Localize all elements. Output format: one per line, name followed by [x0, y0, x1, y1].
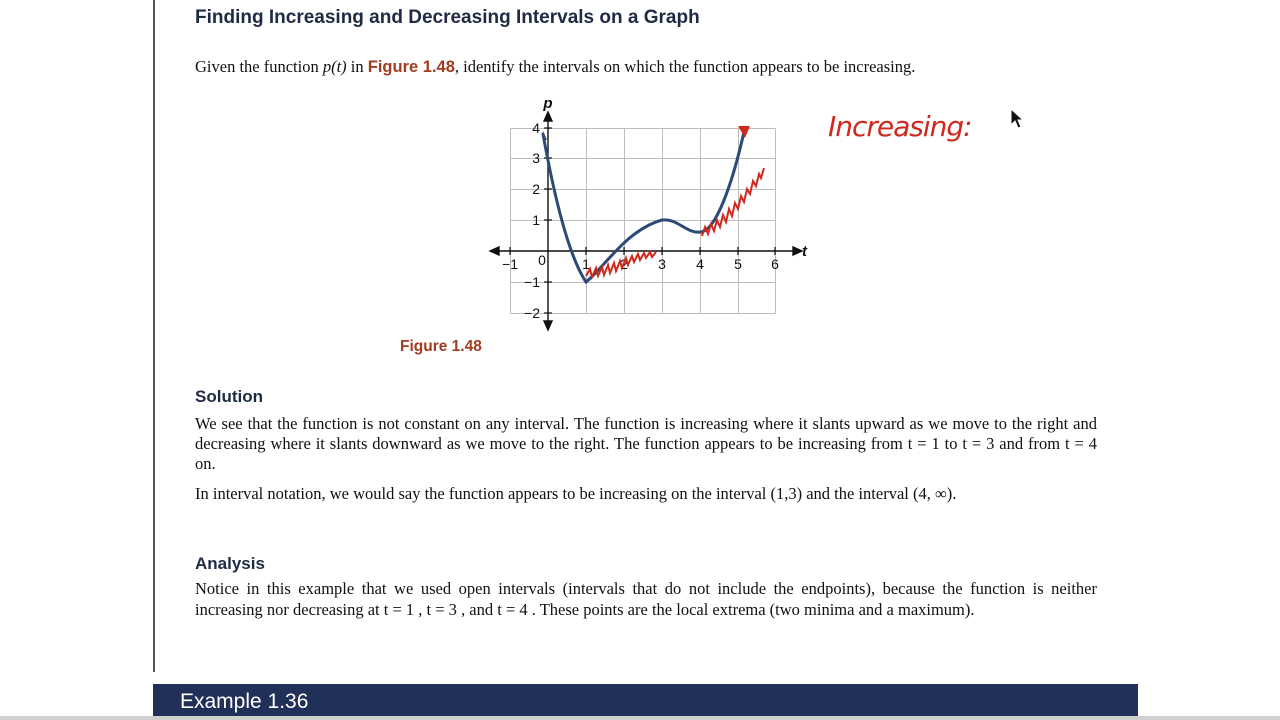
y-tick-1: 1: [532, 212, 540, 228]
y-tick-2: 2: [532, 181, 540, 197]
y-tick-4: 4: [532, 120, 540, 136]
solution-paragraph-1: We see that the function is not constant on any interval. The function is increasing where it slants upward as we move to the right and decreasing where it slants downward as we move to the right. The function appears to be increasing from t = 1 to t = 3 and from t = 4 on.: [195, 414, 1097, 473]
x-tick-4: 4: [696, 256, 704, 272]
solution-heading: Solution: [195, 387, 263, 406]
x-tick-1: 1: [582, 256, 590, 272]
x-tick-6: 6: [771, 256, 779, 272]
y-tick-neg2: −2: [524, 305, 540, 321]
bottom-strip: [0, 716, 1280, 720]
page-title: Finding Increasing and Decreasing Intervals on a Graph: [195, 7, 700, 28]
x-tick-5: 5: [734, 256, 742, 272]
figure-link[interactable]: Figure 1.48: [367, 58, 455, 76]
function-graph: [480, 90, 820, 340]
analysis-heading: Analysis: [195, 554, 265, 573]
y-tick-neg1: −1: [524, 274, 540, 290]
curve-arrow-right: [738, 126, 750, 138]
y-tick-3: 3: [532, 150, 540, 166]
handwritten-annotation: [820, 100, 1020, 160]
function-curve: [543, 132, 744, 282]
mouse-cursor-icon: [1010, 108, 1026, 130]
left-margin-rule: [153, 0, 155, 672]
function-name: p(t): [322, 57, 347, 76]
intro-after: , identify the intervals on which the function appears to be increasing.: [454, 57, 916, 76]
handwritten-label: Increasing:: [828, 110, 972, 143]
example-banner: Example 1.36: [153, 684, 1138, 720]
intro-mid: in: [346, 57, 368, 76]
x-tick-3: 3: [658, 256, 666, 272]
x-tick-0: 0: [538, 252, 546, 268]
x-tick-2: 2: [620, 256, 628, 272]
x-tick-neg1: −1: [502, 256, 518, 272]
figure-caption: Figure 1.48: [400, 338, 482, 355]
analysis-paragraph: Notice in this example that we used open intervals (intervals that do not include the endpoints), because the function is neither increasing nor decreasing at t = 1 , t = 3 , and t = 4 . These points are the local extrema (two minima and a maximum).: [195, 579, 1097, 619]
x-axis-label: t: [802, 243, 807, 260]
graph-grid: [511, 129, 776, 314]
solution-paragraph-2: In interval notation, we would say the function appears to be increasing on the interval (1,3) and the interval (4, ∞).: [195, 484, 957, 503]
intro-text: [195, 57, 915, 77]
intro-before: Given the function: [195, 57, 323, 76]
y-axis-label: p: [543, 95, 553, 112]
